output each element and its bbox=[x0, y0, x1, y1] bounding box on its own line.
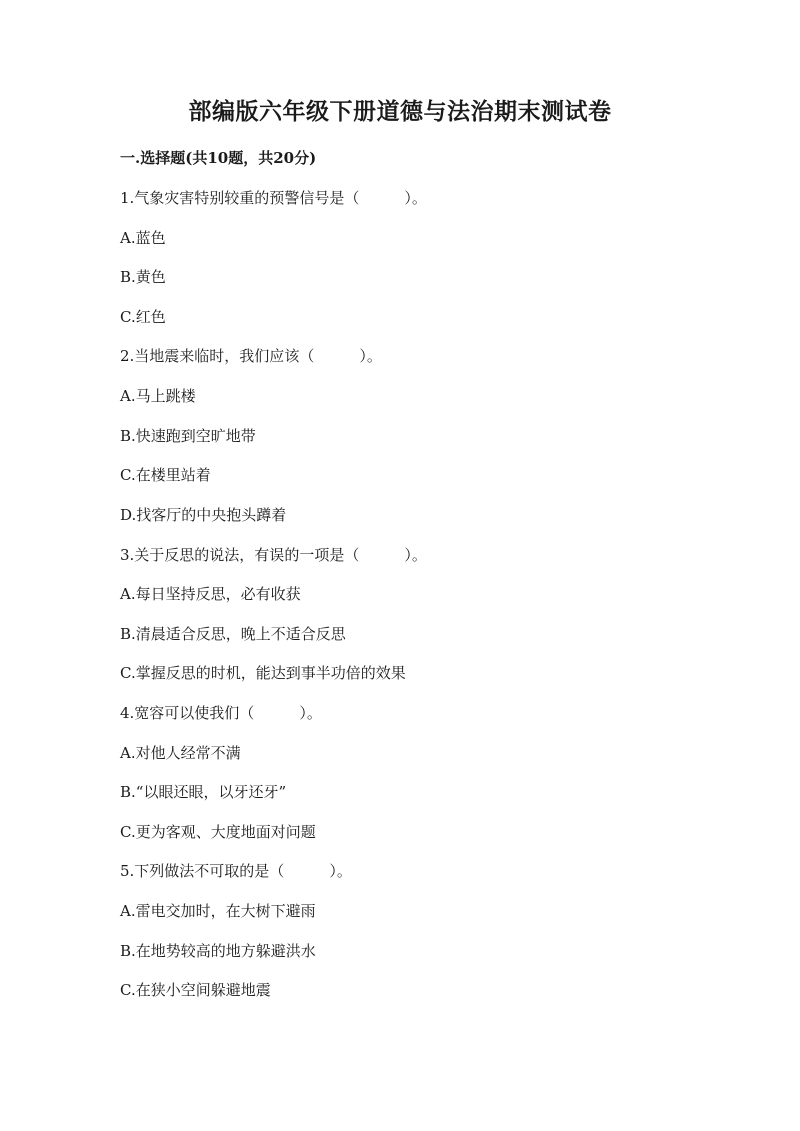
question-4-option-a: A.对他人经常不满 bbox=[120, 744, 241, 762]
question-2-option-c: C.在楼里站着 bbox=[120, 466, 211, 484]
question-1-option-c: C.红色 bbox=[120, 308, 166, 326]
question-2-option-a: A.马上跳楼 bbox=[120, 387, 196, 405]
question-3-option-c: C.掌握反思的时机，能达到事半功倍的效果 bbox=[120, 664, 406, 682]
question-2-option-b: B.快速跑到空旷地带 bbox=[120, 427, 256, 445]
question-3-option-b: B.清晨适合反思，晚上不适合反思 bbox=[120, 625, 346, 643]
question-5-option-a: A.雷电交加时，在大树下避雨 bbox=[120, 902, 316, 920]
page-title: 部编版六年级下册道德与法治期末测试卷 bbox=[188, 98, 612, 125]
question-4-stem: 4.宽容可以使我们（ ）。 bbox=[120, 704, 322, 722]
question-1-option-a: A.蓝色 bbox=[120, 229, 166, 247]
question-1-option-b: B.黄色 bbox=[120, 268, 166, 286]
question-4-option-c: C.更为客观、大度地面对问题 bbox=[120, 823, 316, 841]
question-1-stem: 1.气象灾害特别较重的预警信号是（ ）。 bbox=[120, 189, 427, 207]
question-2-option-d: D.找客厅的中央抱头蹲着 bbox=[120, 506, 287, 524]
question-5-option-b: B.在地势较高的地方躲避洪水 bbox=[120, 942, 316, 960]
question-3-option-a: A.每日坚持反思，必有收获 bbox=[120, 585, 301, 603]
question-2-stem: 2.当地震来临时，我们应该（ ）。 bbox=[120, 347, 382, 365]
question-5-option-c: C.在狭小空间躲避地震 bbox=[120, 981, 271, 999]
question-5-stem: 5.下列做法不可取的是（ ）。 bbox=[120, 862, 352, 880]
question-4-option-b: B.“以眼还眼，以牙还牙” bbox=[120, 783, 287, 801]
section-heading: 一.选择题(共10题，共20分) bbox=[120, 149, 317, 167]
question-3-stem: 3.关于反思的说法，有误的一项是（ ）。 bbox=[120, 546, 427, 564]
